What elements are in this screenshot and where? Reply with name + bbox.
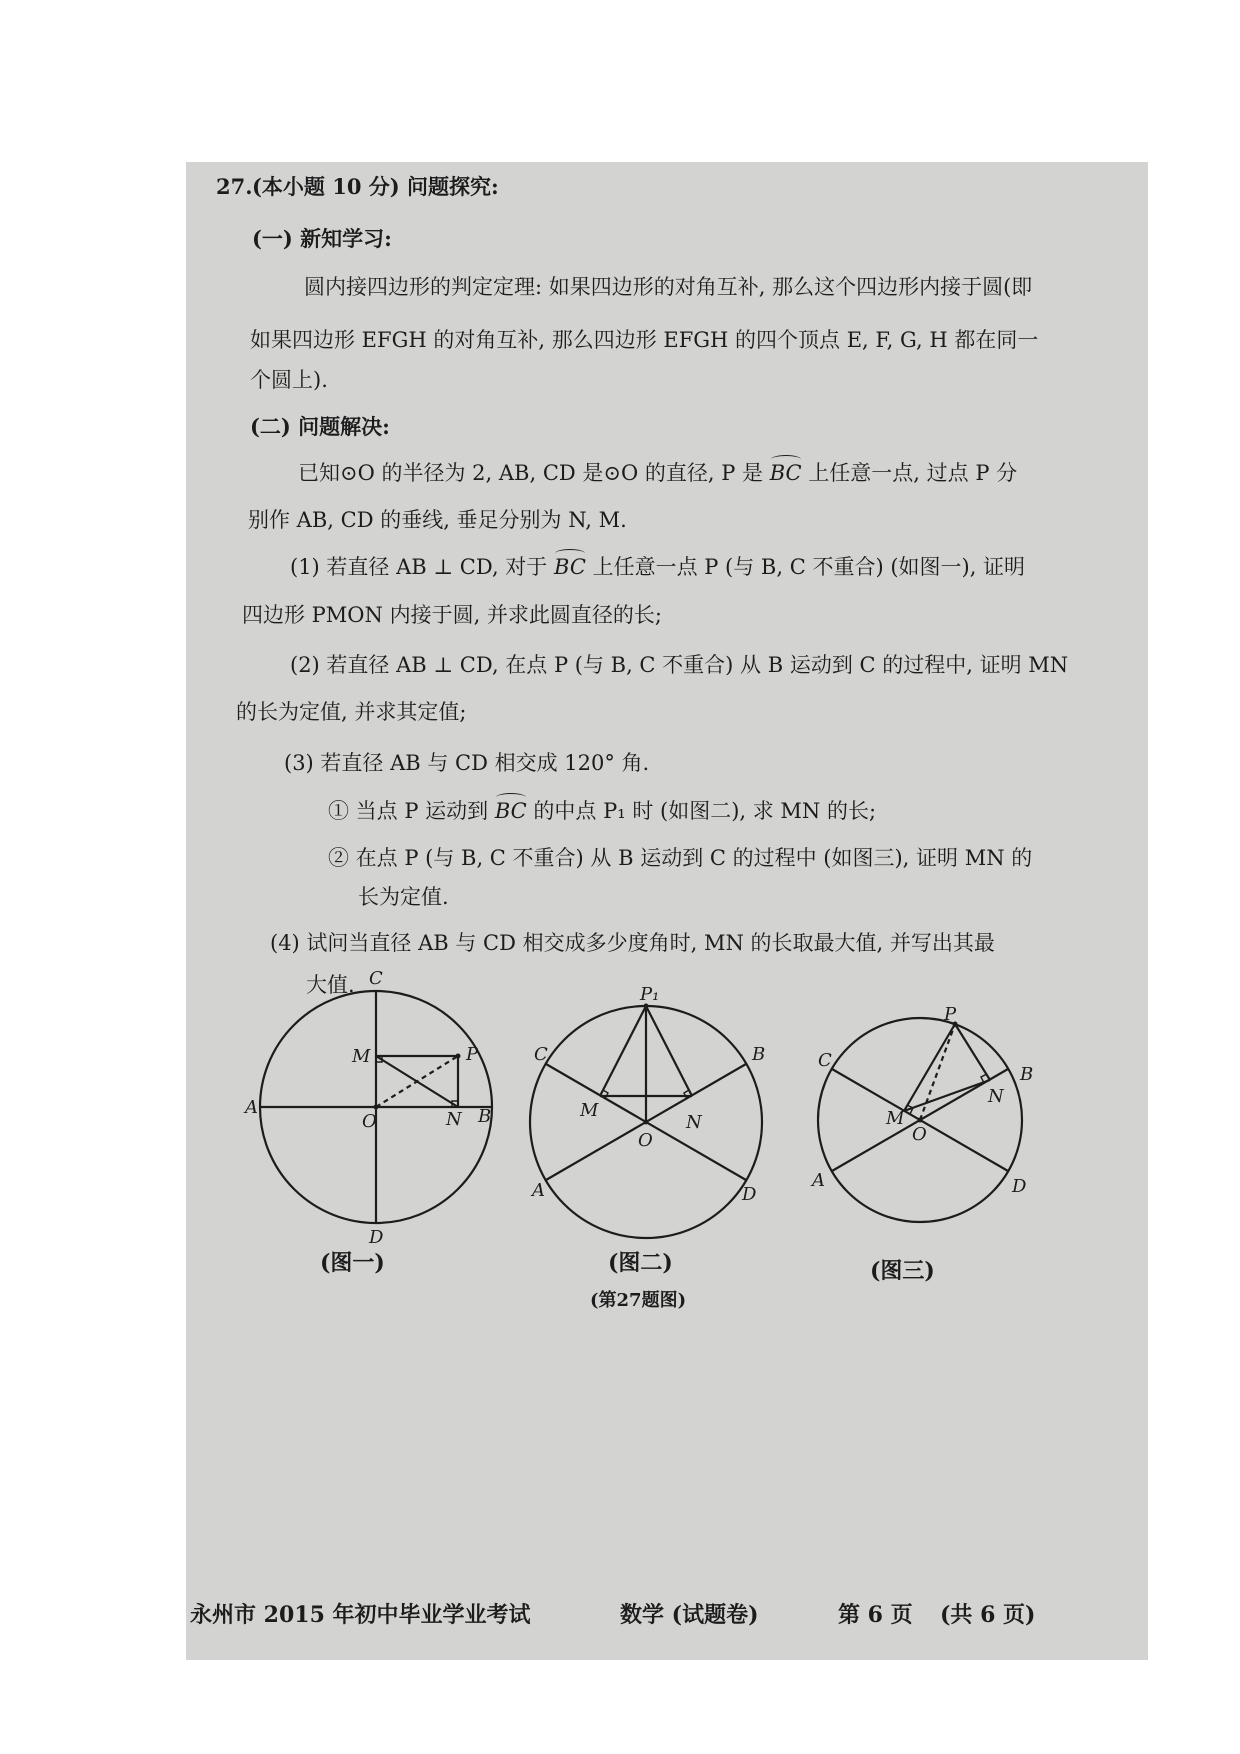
given-line-2: 别作 AB, CD 的垂线, 垂足分别为 N, M. xyxy=(248,508,627,532)
footer-page-total: (共 6 页) xyxy=(940,1602,1036,1628)
fig2-segment-p1m xyxy=(600,1006,646,1096)
q3-sub2-line-1: ② 在点 P (与 B, C 不重合) 从 B 运动到 C 的过程中 (如图三), 证明 MN 的 xyxy=(328,846,1033,870)
q1-line-2: 四边形 PMON 内接于圆, 并求此圆直径的长; xyxy=(242,603,662,627)
fig1-label-o: O xyxy=(362,1111,377,1132)
fig1-label-n: N xyxy=(446,1109,462,1130)
theorem-line-1: 圆内接四边形的判定定理: 如果四边形的对角互补, 那么这个四边形内接于圆(即 xyxy=(304,275,1033,299)
fig1-label-c: C xyxy=(369,968,383,989)
fig3-label-d: D xyxy=(1012,1176,1027,1197)
fig1-caption: (图一) xyxy=(320,1250,385,1276)
q2-line-1: (2) 若直径 AB ⊥ CD, 在点 P (与 B, C 不重合) 从 B 运动到 C 的过程中, 证明 MN xyxy=(290,653,1069,677)
fig2-label-b: B xyxy=(752,1044,766,1065)
fig1-point-o xyxy=(374,1105,379,1110)
fig2-label-m: M xyxy=(580,1100,599,1121)
footer-exam-title: 永州市 2015 年初中毕业学业考试 xyxy=(190,1602,531,1628)
figures-group-caption: (第27题图) xyxy=(590,1290,687,1311)
fig1-label-p: P xyxy=(466,1044,479,1065)
fig3-point-o xyxy=(918,1118,923,1123)
fig2-label-p1: P₁ xyxy=(640,984,660,1005)
q3-sub1-text-b: 的中点 P₁ 时 (如图二), 求 MN 的长; xyxy=(533,799,877,823)
fig3-segment-mn xyxy=(904,1080,990,1111)
fig3-label-n: N xyxy=(988,1086,1004,1107)
fig2-label-n: N xyxy=(686,1112,702,1133)
question-number: 27. xyxy=(216,174,253,199)
part1-title: (一) 新知学习: xyxy=(252,226,392,251)
fig3-label-o: O xyxy=(912,1124,927,1145)
given-text-b: 上任意一点, 过点 P 分 xyxy=(808,461,1018,485)
theorem-line-2: 如果四边形 EFGH 的对角互补, 那么四边形 EFGH 的四个顶点 E, F, G, H 都在同一 xyxy=(250,328,1039,352)
fig2-caption: (图二) xyxy=(608,1250,673,1276)
fig1-label-b: B xyxy=(478,1106,492,1127)
q3-sub1-text-a: ① 当点 P 运动到 xyxy=(328,799,489,823)
theorem-line-3: 个圆上). xyxy=(250,368,328,392)
part2-title: (二) 问题解决: xyxy=(250,414,390,439)
footer-subject: 数学 (试题卷) xyxy=(620,1602,759,1628)
q1-text-b: 上任意一点 P (与 B, C 不重合) (如图一), 证明 xyxy=(592,555,1026,579)
q1-text-a: (1) 若直径 AB ⊥ CD, 对于 xyxy=(290,555,548,579)
q2-line-2: 的长为定值, 并求其定值; xyxy=(236,700,467,724)
footer-page-number: 第 6 页 xyxy=(838,1602,913,1628)
fig2-point-o xyxy=(644,1120,649,1125)
fig1-label-d: D xyxy=(369,1227,384,1248)
question-score-note: (本小题 10 分) 问题探究: xyxy=(252,174,499,199)
arc-bc: BC xyxy=(495,796,527,826)
q4-line-1: (4) 试问当直径 AB 与 CD 相交成多少度角时, MN 的长取最大值, 并写出其最 xyxy=(270,931,995,955)
fig3-label-p: P xyxy=(944,1004,957,1025)
q4-line-2: 大值. xyxy=(306,973,355,997)
fig2-label-a: A xyxy=(532,1180,545,1201)
fig1-point-p xyxy=(456,1054,461,1059)
q3-line-1: (3) 若直径 AB 与 CD 相交成 120° 角. xyxy=(284,751,650,775)
fig1-label-m: M xyxy=(352,1046,371,1067)
fig2-segment-p1n xyxy=(646,1006,692,1096)
arc-bc: BC xyxy=(770,458,802,488)
fig3-caption: (图三) xyxy=(870,1258,935,1284)
fig3-label-c: C xyxy=(818,1050,832,1071)
fig3-segment-op xyxy=(920,1024,955,1120)
given-text-a: 已知⊙O 的半径为 2, AB, CD 是⊙O 的直径, P 是 xyxy=(298,461,764,485)
fig2-label-c: C xyxy=(534,1044,548,1065)
fig3-segment-pm xyxy=(904,1024,955,1111)
fig1-label-a: A xyxy=(245,1097,258,1118)
fig3-label-a: A xyxy=(812,1170,825,1191)
fig3-label-m: M xyxy=(886,1108,905,1129)
fig2-label-o: O xyxy=(638,1130,653,1151)
fig3-label-b: B xyxy=(1020,1064,1034,1085)
arc-bc: BC xyxy=(554,552,586,582)
fig2-label-d: D xyxy=(742,1184,757,1205)
q3-sub2-line-2: 长为定值. xyxy=(358,885,449,909)
